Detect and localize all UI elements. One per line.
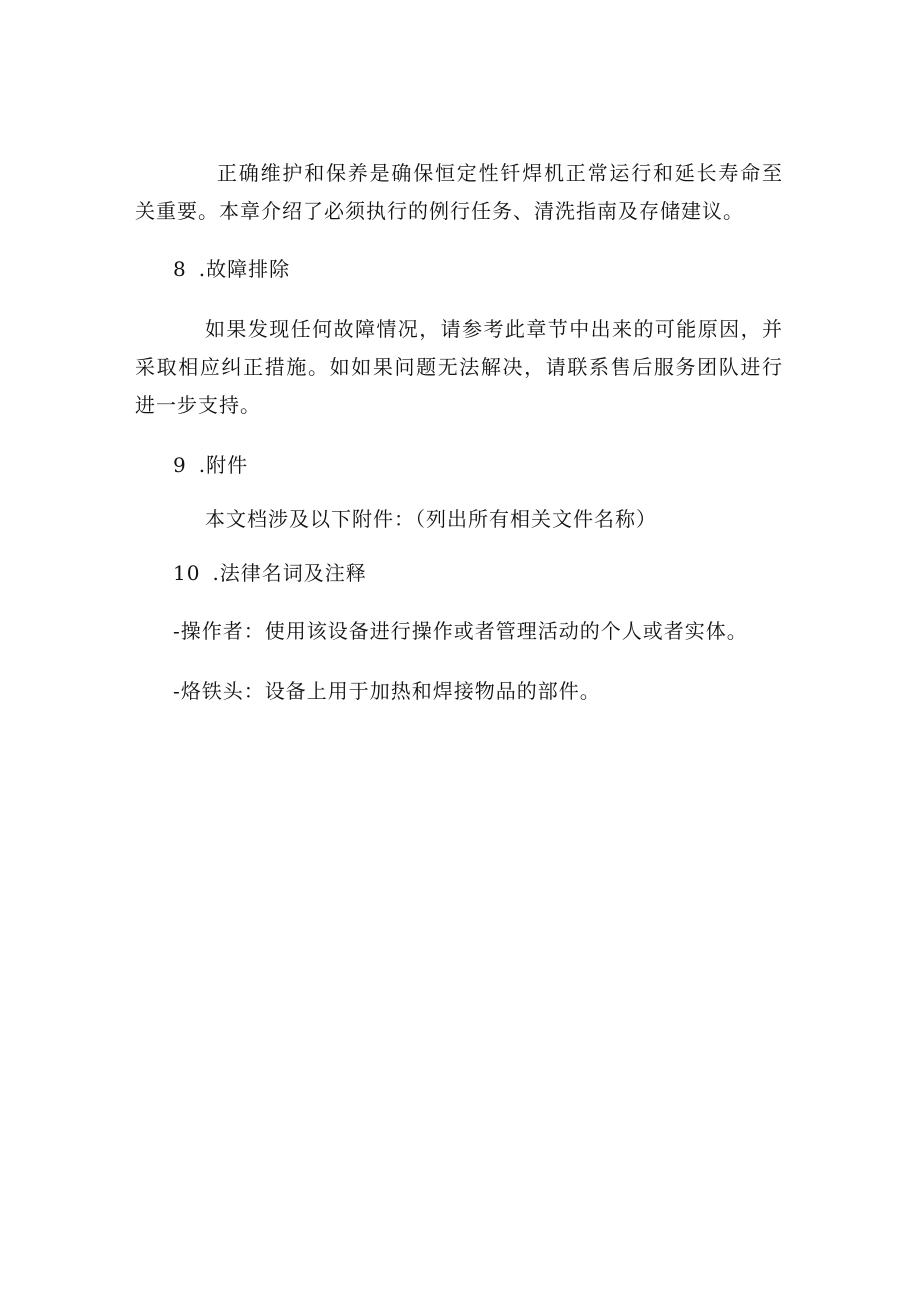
term-operator: -操作者：使用该设备进行操作或者管理活动的个人或者实体。 <box>173 619 748 643</box>
section-heading-10 <box>135 554 783 592</box>
document-content <box>135 154 783 710</box>
intro-paragraph: 正确维护和保养是确保恒定性钎焊机正常运行和延长寿命至关重要。本章介绍了必须执行的例行任务、清洗指南及存储建议。 <box>135 161 783 223</box>
section-title: .故障排除 <box>198 257 291 281</box>
term-soldering-tip: -烙铁头：设备上用于加热和焊接物品的部件。 <box>173 679 601 703</box>
section-number: 10 <box>173 561 201 585</box>
section-title: .法律名词及注释 <box>212 561 367 585</box>
section-title: .附件 <box>198 453 249 477</box>
section-heading-9 <box>135 446 783 484</box>
section-number: 8 <box>173 257 187 281</box>
section-heading-8 <box>135 250 783 288</box>
section-number: 9 <box>173 453 187 477</box>
section-8-body: 如果发现任何故障情况，请参考此章节中出来的可能原因，并采取相应纠正措施。如如果问题无法解决，请联系售后服务团队进行进一步支持。 <box>135 317 783 417</box>
section-9-body: 本文档涉及以下附件：（列出所有相关文件名称） <box>205 507 657 531</box>
